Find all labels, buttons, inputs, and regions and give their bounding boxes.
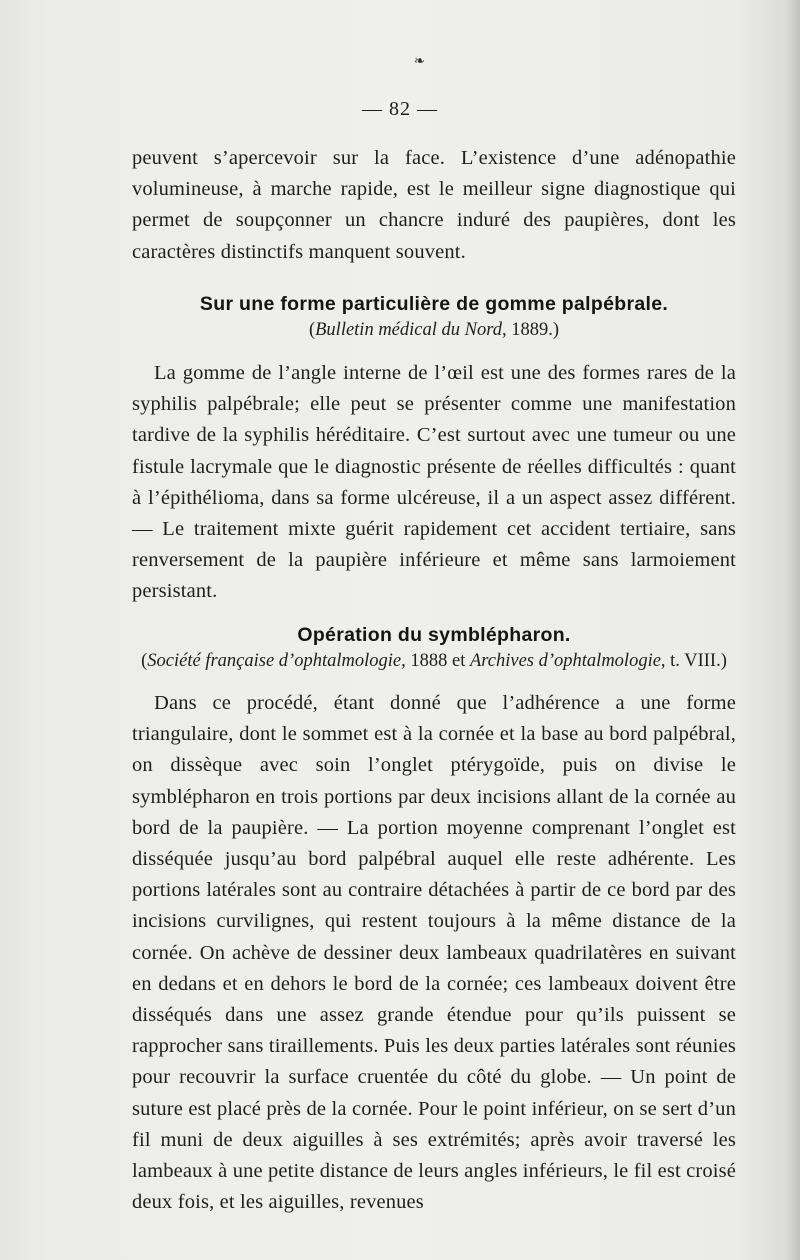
intro-paragraph: peuvent s’apercevoir sur la face. L’existence d’une adénopathie volumineuse, à marche rapide, est le meilleur signe diagnostique qui permet de soupçonner un chancre induré des paupières, dont les caractères distinctifs manquent souvent.	[132, 147, 736, 263]
section-2-source-journal-1: Société française d’ophtalmologie	[147, 651, 402, 671]
section-1-source-rest: , 1889.)	[502, 320, 560, 340]
page-number: — 82 —	[362, 98, 438, 120]
printer-ornament: ❧	[414, 53, 425, 68]
section-1-source-open: (	[308, 320, 316, 340]
section-2-source-open: (	[141, 651, 148, 671]
section-1-title: Sur une forme particulière de gomme palpébrale.	[199, 293, 669, 315]
section-2-title: Opération du symblépharon.	[297, 624, 571, 646]
section-2-source-mid: , 1888 et	[401, 651, 470, 671]
section-2-source	[120, 649, 748, 673]
section-1-paragraph: La gomme de l’angle interne de l’œil est une des formes rares de la syphilis palpébrale; elle peut se présenter comme une manifestation tardive de la syphilis héréditaire. C’est surtout avec une tumeur ou une fistule lacrymale que le diagnostic présente de réelles difficultés : quant à l’épithélioma, dans sa forme ulcéreuse, il a un aspect assez différent. — Le traitement mixte guérit rapidement cet accident tertiaire, sans renversement de la paupière inférieure et même sans larmoiement persistant.	[132, 362, 736, 603]
section-2-paragraph: Dans ce procédé, étant donné que l’adhérence a une forme triangulaire, dont le sommet est à la cornée et la base au bord palpébral, on dissèque avec soin l’onglet ptérygoïde, puis on divise le symblépharon en trois portions par deux incisions allant de la cornée au bord de la paupière. — La portion moyenne comprenant l’onglet est disséquée jusqu’au bord palpébral auquel elle reste adhérente. Les portions latérales sont au contraire détachées à partir de ce bord par des incisions curvilignes, qui restent toujours à la même distance de la cornée. On achève de dessiner deux lambeaux quadrilatères en suivant en dedans et en dehors le bord de la cornée; ces lambeaux doivent être disséqués dans une assez grande étendue pour qu’ils puissent se rapprocher sans tiraillements. Puis les deux parties latérales sont réunies pour recouvrir la surface cruentée du côté du globe. — Un point de suture est placé près de la cornée. Pour le point inférieur, on se sert d’un fil muni de deux aiguilles à ses extrémités; après avoir traversé les lambeaux à une petite distance de leurs angles inférieurs, le fil est croisé deux fois, et les aiguilles, revenues	[132, 692, 736, 1214]
intro-block	[132, 143, 736, 268]
section-1-source	[120, 318, 748, 342]
section-2-source-journal-2: Archives d’ophtalmologie	[469, 651, 661, 671]
section-1-source-journal: Bulletin médical du Nord	[315, 320, 502, 340]
section-2-block	[132, 688, 736, 1218]
section-1-block	[132, 358, 736, 608]
page-gutter-shadow	[786, 0, 800, 1260]
section-2-source-rest: , t. VIII.)	[660, 651, 727, 671]
